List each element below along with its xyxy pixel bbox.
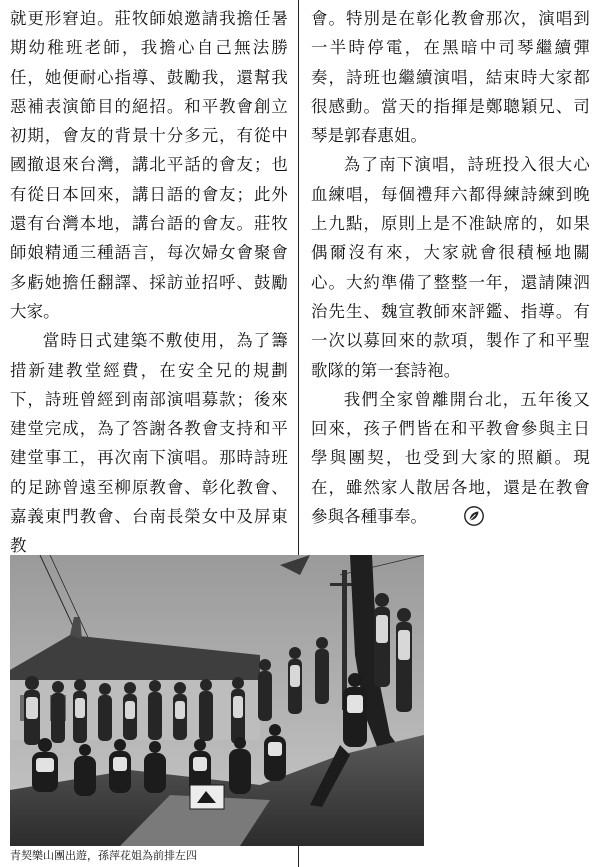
left-text-column (10, 4, 288, 561)
paragraph-text: 我們全家曾離開台北，五年後又回來，孩子們皆在和平教會參與主日學與團契，也受到大家的照顧。現在，雖然家人散居各地，還是在教會參與各種事奉。 (311, 389, 590, 527)
leaf-icon (431, 506, 451, 526)
paragraph: 會。特別是在彰化教會那次，演唱到一半時停電，在黑暗中司琴繼續彈奏，詩班也繼續演唱，結束時大家都很感動。當天的指揮是鄭聰穎兄、司琴是郭春惠姐。 (311, 9, 590, 146)
paragraph (311, 385, 590, 531)
group-photo (10, 555, 424, 846)
right-text-column (311, 4, 590, 531)
paragraph: 就更形窘迫。莊牧師娘邀請我擔任暑期幼稚班老師，我擔心自己無法勝任，她便耐心指導、鼓勵我，還幫我惡補表演節目的絕招。和平教會創立初期，會友的背景十分多元，有從中國撤退來台灣，講北平話的會友；也有從日本回來，講日語的會友；此外還有台灣本地，講台語的會友。莊牧師娘精通三種語言，每次婦女會聚會多虧她擔任翻譯、採訪並招呼、鼓勵大家。 (10, 9, 288, 321)
paragraph: 當時日式建築不敷使用，為了籌措新建教堂經費，在安全兄的規劃下，詩班曾經到南部演唱募款；後來建堂完成，為了答謝各教會支持和平建堂事工，再次南下演唱。那時詩班的足跡曾遠至柳原教會、彰化教會、嘉義東門教會、台南長榮女中及屏東教 (10, 331, 288, 556)
photo-caption: 青契樂山團出遊，孫萍花姐為前排左四 (10, 849, 197, 862)
paragraph: 為了南下演唱，詩班投入很大心血練唱，每個禮拜六都得練詩練到晚上九點，原則上是不准缺席的，如果偶爾沒有來，大家就會很積極地關心。大約準備了整整一年，還請陳泗治先生、魏宣教師來評鑑、指導。有一次以募回來的款項，製作了和平聖歌隊的第一套詩袍。 (311, 155, 590, 380)
